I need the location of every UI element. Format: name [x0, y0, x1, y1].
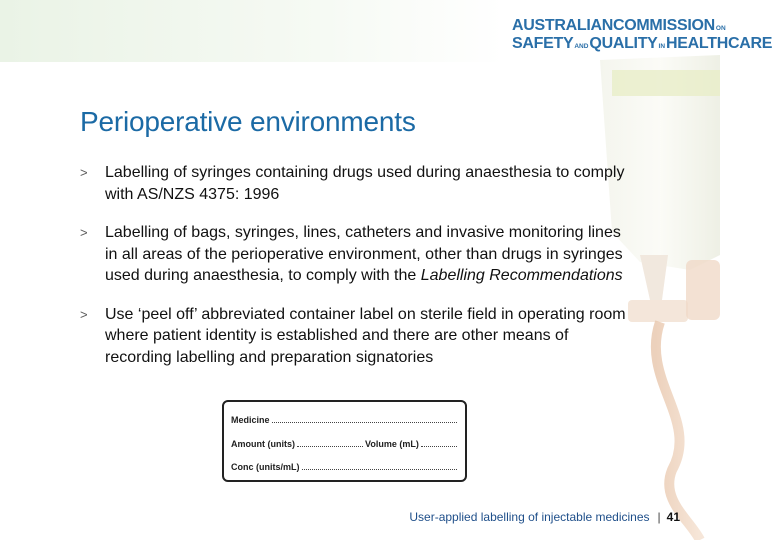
label-row-conc — [231, 462, 459, 472]
bullet-item — [80, 222, 630, 287]
bag-label-strip — [612, 70, 720, 96]
label-row-medicine — [231, 415, 459, 425]
bullet-item — [80, 162, 630, 205]
bullet-text: Labelling of bags, syringes, lines, catheters and invasive monitoring lines in all areas of the perioperative environment, other than drugs in syringes used during anaesthesia, to comply with the — [105, 224, 623, 284]
slide-title: Perioperative environments — [80, 106, 416, 137]
logo-word-quality: QUALITY — [589, 35, 658, 52]
bullet-text: Use ‘peel off’ abbreviated container label on sterile field in operating room where patient identity is established and there are other means of recording labelling and preparation signatories — [105, 305, 626, 366]
footer-separator: | — [657, 510, 661, 524]
dotted-fill-line — [302, 469, 458, 470]
bullet-list — [80, 162, 630, 385]
bullet-text-italic: Labelling Recommendations — [420, 267, 623, 284]
bullet-text: Labelling of syringes containing drugs used during anaesthesia to comply with AS/NZS 4375: 1996 — [105, 164, 625, 203]
logo-word-in: IN — [658, 42, 666, 50]
label-volume: Volume (mL) — [364, 439, 419, 449]
container-label-sample — [222, 400, 467, 482]
label-amount: Amount (units) — [231, 439, 295, 449]
logo-word-care: CARE — [727, 35, 772, 52]
bullet-item — [80, 304, 630, 369]
logo-word-commission: COMMISSION — [613, 17, 715, 34]
logo-word-and: AND — [574, 42, 589, 50]
roller-clamp — [686, 260, 720, 320]
label-row-amount-volume — [231, 439, 459, 449]
bullet-marker: > — [80, 306, 88, 322]
bullet-marker: > — [80, 225, 88, 240]
bag-port — [640, 255, 668, 300]
label-conc: Conc (units/mL) — [231, 462, 300, 472]
iv-tube — [656, 322, 700, 540]
logo-word-safety: SAFETY — [512, 35, 574, 52]
page-number: 41 — [666, 510, 680, 524]
footer — [409, 510, 680, 524]
label-medicine: Medicine — [231, 415, 270, 425]
dotted-fill-line — [272, 422, 457, 423]
dotted-fill-line — [421, 446, 457, 447]
drip-chamber — [628, 300, 688, 322]
commission-logo — [512, 18, 772, 52]
logo-word-on: ON — [715, 24, 726, 32]
dotted-fill-line — [297, 446, 363, 447]
logo-word-australian: AUSTRALIAN — [512, 17, 613, 34]
footer-text: User-applied labelling of injectable medicines — [409, 510, 650, 524]
logo-word-health: HEALTH — [666, 35, 728, 52]
bullet-marker: > — [80, 165, 88, 180]
